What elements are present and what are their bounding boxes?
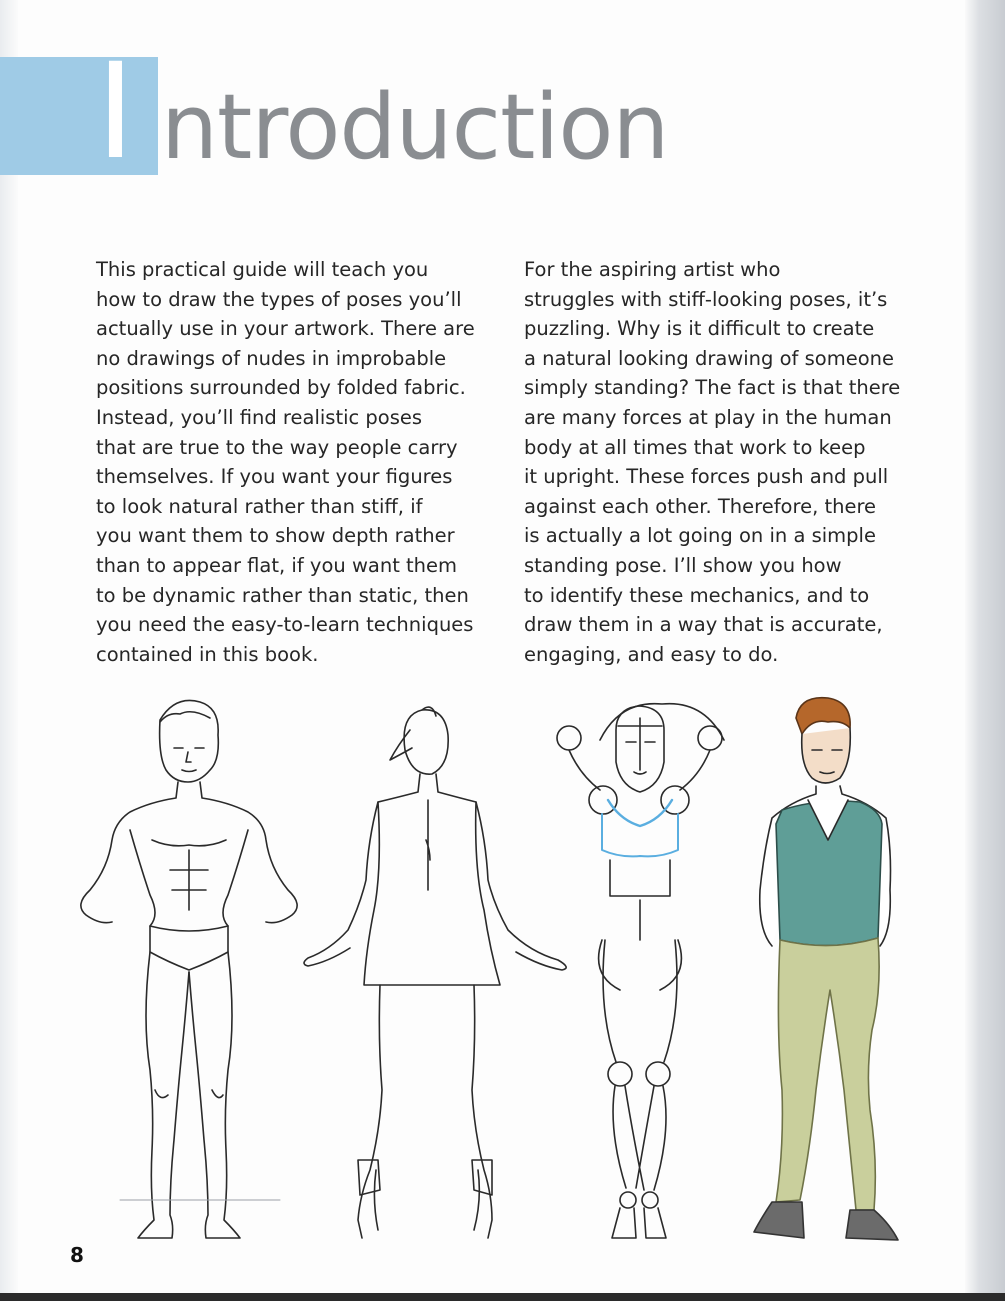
male-figure-hands-on-hips: [81, 700, 297, 1238]
page-left-edge: [0, 0, 18, 1301]
title-initial-letter: I: [96, 35, 133, 189]
page-number: 8: [70, 1243, 84, 1267]
page-title: ntroduction: [161, 75, 669, 180]
page-right-edge-shadow: [965, 0, 1005, 1301]
text-column-right: [524, 255, 914, 669]
figure-illustrations: [60, 690, 930, 1255]
title-color-band: [0, 57, 158, 175]
text-column-left: [96, 255, 496, 669]
paragraph-intro: This practical guide will teach you how to draw the types of poses you’ll actually use in your artwork. There are no drawings of nudes in improbable positions surrounded by folded fabric. Instead, you’ll find realistic poses that are true to the way people carry themselves. If you want your figures to look natural rather than stiff, if you want them to show depth rather than to appear flat, if you want them to be dynamic rather than static, then you need the easy-to-learn techniques contained in this book.: [96, 258, 475, 666]
female-figure-construction-sketch: [557, 704, 724, 1238]
male-figure-colored-vest: [754, 698, 898, 1240]
female-figure-back-view: [304, 707, 566, 1238]
page-bottom-edge: [0, 1293, 1005, 1301]
paragraph-aspiring-artist: For the aspiring artist who struggles with stiff-looking poses, it’s puzzling. Why is it difficult to create a natural looking drawing of someone simply standing? The fact is that there are many forces at play in the human body at all times that work to keep it upright. These forces push and pull against each other. Therefore, there is actually a lot going on in a simple standing pose. I’ll show you how to identify these mechanics, and to draw them in a way that is accurate, engaging, and easy to do.: [524, 258, 901, 666]
